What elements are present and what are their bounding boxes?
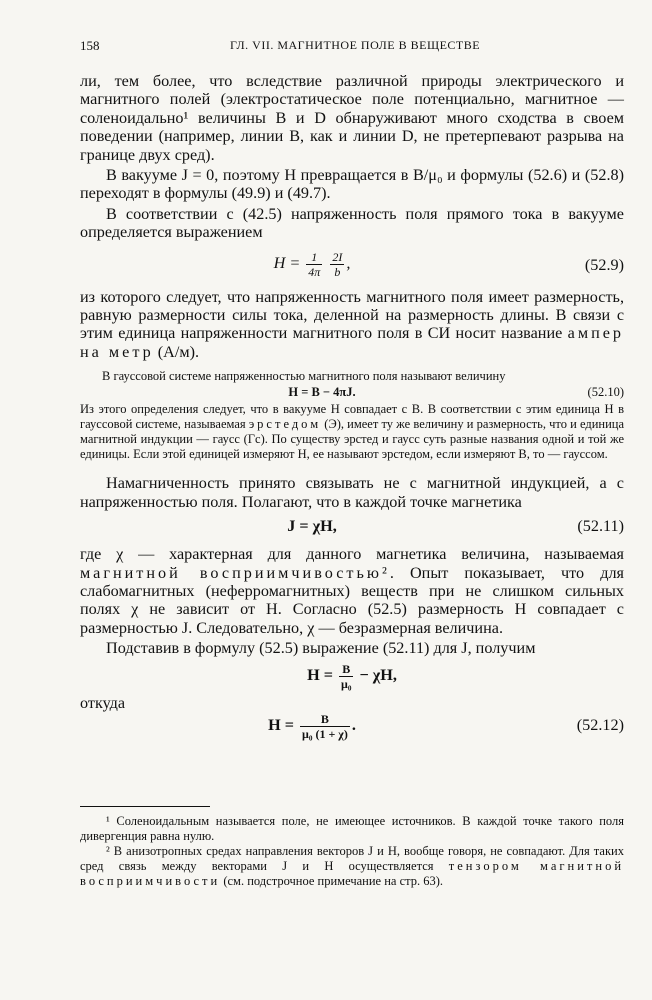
main-text [80,72,624,752]
eq3-formula: J = χH, [287,517,337,536]
term-oersted: эрстедом [248,417,322,432]
equation-52-12 [80,712,624,752]
eq1-fraction-2: $\frac{2I}{b}$ [332,249,343,279]
paragraph-6 [80,545,624,637]
paragraph-2: В вакууме J = 0, поэтому H превращается в B/μ₀ и формулы (52.6) и (52.8) переходят в формулы (49.9) и (49.7). [80,166,624,203]
small-paragraph-1: В гауссовой системе напряженностью магнитного поля называют величину [102,369,506,384]
eq2-formula: H = B − 4πJ. [288,385,356,400]
small2-text-c: (Э), имеет ту же величину и размерность, что и единица магнитной индукции — гаусс (Гс). По существу эрстед и гаусс суть разные названия одной и той же единицы. Если этой единицей измеряют H, ее называют эрстедом, если измеряют B, то — гауссом. [80,417,625,462]
footnote-2-text-a: ² В анизотропных средах направления векторов J и H, вообще говоря, не совпадают. Для таких сред связь между векторами J и H осуществляется [80,844,624,873]
eq1-fraction-1: $\frac{1}{4\pi}$ [308,249,321,279]
eq4-tail: − χH, [359,665,397,684]
paragraph-4 [80,288,624,362]
eq5-tail: . [351,716,356,735]
equation-number: (52.12) [576,715,624,734]
p6-text-a: где χ — характерная для данного магнетика величина, называемая [80,545,624,564]
p6-text-c: . Опыт показывает, что для слабомагнитных (неферромагнитных) веществ при не слишком сильных полях χ не зависит от H. Согласно (52.5) размерность H совпадает с размерностью J. Следовательно, χ — безразмерная величина. [80,563,624,637]
small-print-block [80,369,624,462]
equation-number: (52.10) [587,385,624,400]
paragraph-7: Подставив в формулу (52.5) выражение (52.11) для J, получим [106,639,536,658]
paragraph-5: Намагниченность принято связывать не с магнитной индукцией, а с напряженностью поля. Полагают, что в каждой точке магнетика [80,474,624,511]
term-magnetic-susceptibility: магнитной восприимчивостью² [80,563,390,582]
term-susceptibility-tensor: тензором магнитной восприимчивости [80,859,625,888]
page-number: 158 [80,38,100,53]
small2-text-a: Из этого определения следует, что в вакууме H совпадает с B. В соответствии с этим единица H в гауссовой системе, называемая [80,402,624,432]
paragraph-1: ли, тем более, что вследствие различной природы электрического и магнитного полей (электростатическое поле потенциально, магнитное — соленоидально¹ величины B и D обнаруживают много сходства в своем поведении (например, линии B, как и линии D, не претерпевают разрыва на границе двух сред). [80,72,624,164]
equation-number: (52.11) [577,517,624,536]
p4-unit: (А/м). [157,342,200,361]
paragraph-3: В соответствии с (42.5) напряженность поля прямого тока в вакууме определяется выражением [80,204,624,242]
equation-52-11 [80,511,624,545]
running-title: ГЛ. VII. МАГНИТНОЕ ПОЛЕ В ВЕЩЕСТВЕ [230,38,481,52]
small-paragraph-2 [80,402,624,462]
footnote-divider [80,806,210,807]
equation-52-10 [80,384,624,402]
eq4-fraction: $\frac{B}{\text{μ₀}}$ [341,661,352,691]
footnote-2 [80,844,624,889]
footnote-2-text-c: (см. подстрочное примечание на стр. 63). [223,874,444,888]
term-ampere-per-meter: ампер на метр [80,324,625,361]
equation-52-9 [80,242,624,288]
eq4-lhs: H = [307,665,333,684]
p4-text: из которого следует, что напряженность магнитного поля имеет размерность, равную размерности силы тока, деленной на размерность длины. В связи с этим единица напряженности магнитного поля в СИ носит название [80,287,624,343]
footnote-1: ¹ Соленоидальным называется поле, не имеющее источников. В каждой точке такого поля дивергенция равна нулю. [80,814,624,843]
paragraph-8: откуда [80,693,126,712]
equation-number: (52.9) [584,255,624,274]
page-header [80,38,622,58]
eq1-tail: , [346,253,351,272]
footnotes [80,814,624,889]
eq5-fraction: $\frac{B}{\text{μ₀ (1 + χ)}}$ [302,711,348,741]
equation-unnumbered [80,658,624,694]
eq1-lhs: H = [273,253,301,272]
eq5-lhs: H = [268,716,294,735]
